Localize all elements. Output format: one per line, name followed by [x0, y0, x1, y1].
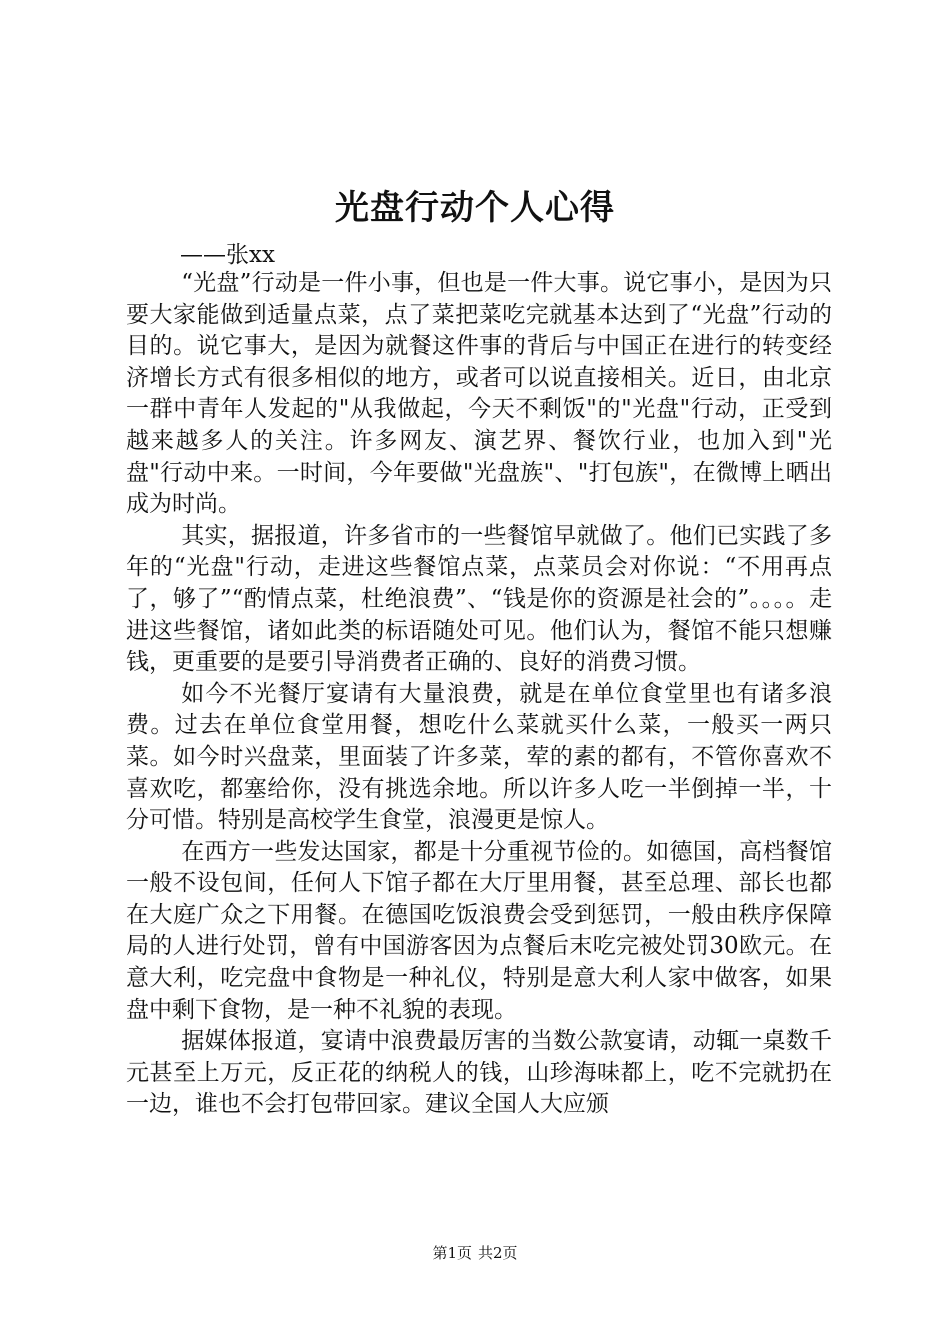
paragraph: 其实，据报道，许多省市的一些餐馆早就做了。他们已实践了多年的“光盘"行动，走进这些餐馆点菜，点菜员会对你说：“不用再点了，够了”“酌情点菜，杜绝浪费”、“钱是你的资源是社会的”。。。。走进这些餐馆，诸如此类的标语随处可见。他们认为，餐馆不能只想赚钱，更重要的是要引导消费者正确的、良好的消费习惯。 [126, 522, 832, 676]
paragraph: 据媒体报道，宴请中浪费最厉害的当数公款宴请，动辄一桌数千元甚至上万元，反正花的纳税人的钱，山珍海味都上，吃不完就扔在一边，谁也不会打包带回家。建议全国人大应颁 [126, 1028, 832, 1118]
page-footer [0, 1243, 950, 1263]
paragraph: 如今不光餐厅宴请有大量浪费，就是在单位食堂里也有诸多浪费。过去在单位食堂用餐，想吃什么菜就买什么菜，一般买一两只菜。如今时兴盘菜，里面装了许多菜，荤的素的都有，不管你喜欢不喜欢吃，都塞给你，没有挑选余地。所以许多人吃一半倒掉一半，十分可惜。特别是高校学生食堂，浪漫更是惊人。 [126, 680, 832, 834]
page-total: 共2页 [478, 1244, 518, 1262]
page-number: 第1页 [432, 1244, 472, 1262]
paragraph: “光盘”行动是一件小事，但也是一件大事。说它事小，是因为只要大家能做到适量点菜，点了菜把菜吃完就基本达到了“光盘”行动的目的。说它事大，是因为就餐这件事的背后与中国正在进行的转变经济增长方式有很多相似的地方，或者可以说直接相关。近日，由北京一群中青年人发起的"从我做起，今天不剩饭"的"光盘"行动，正受到越来越多人的关注。许多网友、演艺界、餐饮行业，也加入到"光盘"行动中来。一时间，今年要做"光盘族"、"打包族"，在微博上晒出成为时尚。 [126, 270, 832, 518]
document-title: 光盘行动个人心得 [335, 188, 615, 228]
document-body [126, 268, 832, 1121]
author-line: ——张xx [180, 242, 275, 268]
paragraph: 在西方一些发达国家，都是十分重视节俭的。如德国，高档餐馆一般不设包间，任何人下馆子都在大厅里用餐，甚至总理、部长也都在大庭广众之下用餐。在德国吃饭浪费会受到惩罚，一般由秩序保障局的人进行处罚，曾有中国游客因为点餐后末吃完被处罚30欧元。在意大利，吃完盘中食物是一种礼仪，特别是意大利人家中做客，如果盘中剩下食物，是一种不礼貌的表现。 [126, 838, 832, 1023]
